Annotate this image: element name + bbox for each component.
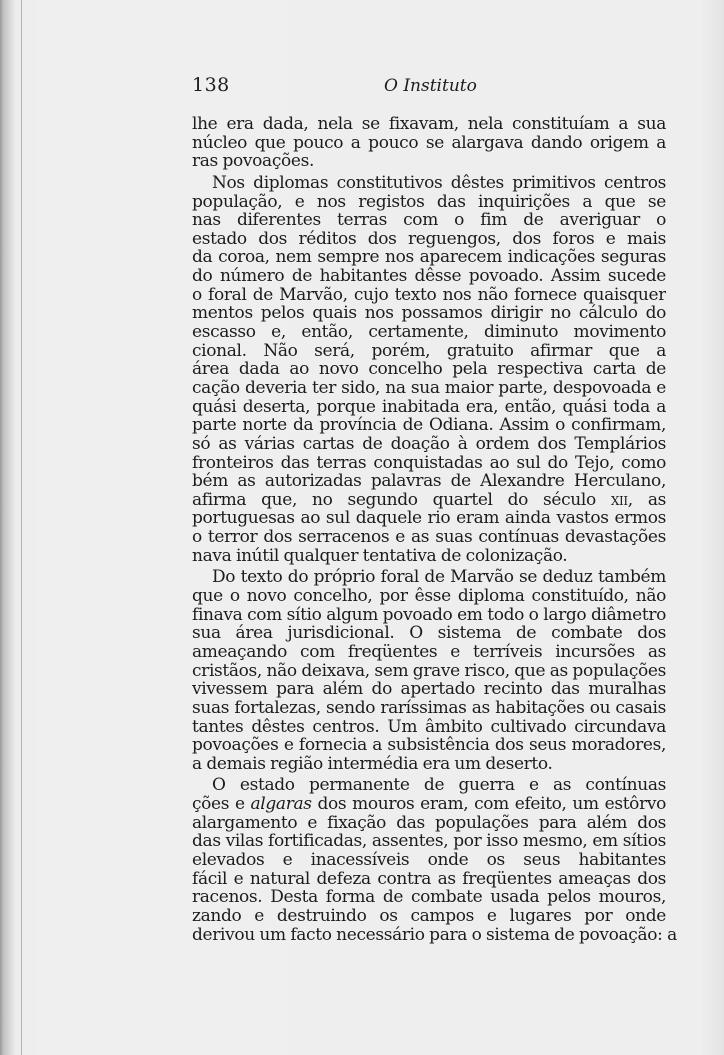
text-line: a demais região intermédia era um deserto.	[192, 753, 553, 774]
text-line: portuguesas ao sul daquele rio eram ainda vastos ermos	[192, 509, 666, 529]
text-line: Do texto do próprio foral de Marvão se deduz também	[212, 568, 666, 588]
text-line: o foral de Marvão, cujo texto nos não fornece quaisquer	[192, 285, 666, 305]
text-line: população, e nos registos das inquirições a que se	[192, 192, 666, 212]
text-line: área dada ao novo concelho pela respectiva carta de	[192, 360, 666, 379]
text-line: Nos diplomas constitutivos dêstes primitivos centros	[212, 173, 666, 193]
body-text	[192, 115, 677, 945]
page-number: 138	[192, 74, 230, 96]
text-line: nava inútil qualquer tentativa de colonização.	[192, 545, 568, 566]
text-line: estado dos réditos dos reguengos, dos foros e mais	[192, 229, 666, 249]
paragraph	[192, 174, 666, 565]
text-line: do número de habitantes dêsse povoado. Assim sucede	[192, 267, 666, 286]
page-left-edge-shadow	[0, 0, 16, 1055]
text-line: só as várias cartas de doação à ordem dos Templários	[192, 434, 666, 454]
text-line: das vilas fortificadas, assentes, por isso mesmo, em sítios	[192, 832, 666, 851]
text-line: ameaçando com freqüentes e terríveis incursões as	[192, 642, 666, 662]
text-line: sua área jurisdicional. O sistema de combate dos	[192, 624, 666, 643]
text-line: bém as autorizadas palavras de Alexandre Herculano,	[192, 472, 666, 491]
text-line: que o novo concelho, por êsse diploma constituído, não	[192, 587, 666, 606]
text-line: o terror dos serracenos e as suas contínuas devastações	[192, 528, 666, 547]
text-line: lhe era dada, nela se fixavam, nela constituíam a sua	[192, 115, 666, 134]
text-line: O estado permanente de guerra e as contínuas	[212, 776, 666, 796]
text-line: alargamento e fixação das populações para além dos	[192, 813, 666, 833]
text-line: nas diferentes terras com o fim de averiguar o	[192, 211, 666, 230]
text-line: escasso e, então, certamente, diminuto movimento	[192, 323, 666, 342]
text-line: elevados e inacessíveis onde os seus habitantes	[192, 850, 666, 870]
text-line: derivou um facto necessário para o sistema de povoação: a	[192, 924, 677, 945]
running-title: O Instituto	[384, 76, 477, 96]
text-line: núcleo que pouco a pouco se alargava dando origem a	[192, 133, 666, 153]
text-line: racenos. Desta forma de combate usada pelos mouros,	[192, 888, 666, 907]
text-line: mentos pelos quais nos possamos dirigir no cálculo do	[192, 304, 666, 324]
text-line: cional. Não será, porém, gratuito afirmar que a	[192, 341, 666, 361]
paragraph	[192, 776, 677, 945]
text-line: afirma que, no segundo quartel do século xii, as	[192, 490, 666, 510]
text-line: da coroa, nem sempre nos aparecem indicações seguras	[192, 248, 666, 268]
text-line: ras povoações.	[192, 151, 315, 172]
paragraph	[192, 568, 666, 773]
text-line: fronteiros das terras conquistadas ao sul do Tejo, como	[192, 453, 666, 473]
paragraph	[192, 115, 666, 171]
text-line: cristãos, não deixava, sem grave risco, que as populações	[192, 661, 666, 681]
text-line: vivessem para além do apertado recinto das muralhas	[192, 680, 666, 699]
text-line: suas fortalezas, sendo raríssimas as habitações ou casais	[192, 698, 666, 718]
page-header	[192, 74, 666, 102]
text-line: parte norte da província de Odiana. Assim o confirmam,	[192, 416, 666, 435]
text-line: povoações e fornecia a subsistência dos seus moradores,	[192, 736, 666, 755]
text-line: tantes dêstes centros. Um âmbito cultivado circundava	[192, 717, 666, 737]
binding-line	[21, 0, 22, 1055]
text-line: fácil e natural defeza contra as freqüentes ameaças dos	[192, 869, 666, 889]
text-line: finava com sítio algum povoado em todo o largo diâmetro	[192, 605, 666, 625]
text-line: cação deveria ter sido, na sua maior parte, despovoada e	[192, 378, 666, 398]
text-line: ções e algaras dos mouros eram, com efeito, um estôrvo	[192, 795, 666, 814]
text-line: quási deserta, porque inabitada era, então, quási toda a	[192, 397, 666, 417]
text-line: zando e destruindo os campos e lugares por onde	[192, 906, 666, 926]
